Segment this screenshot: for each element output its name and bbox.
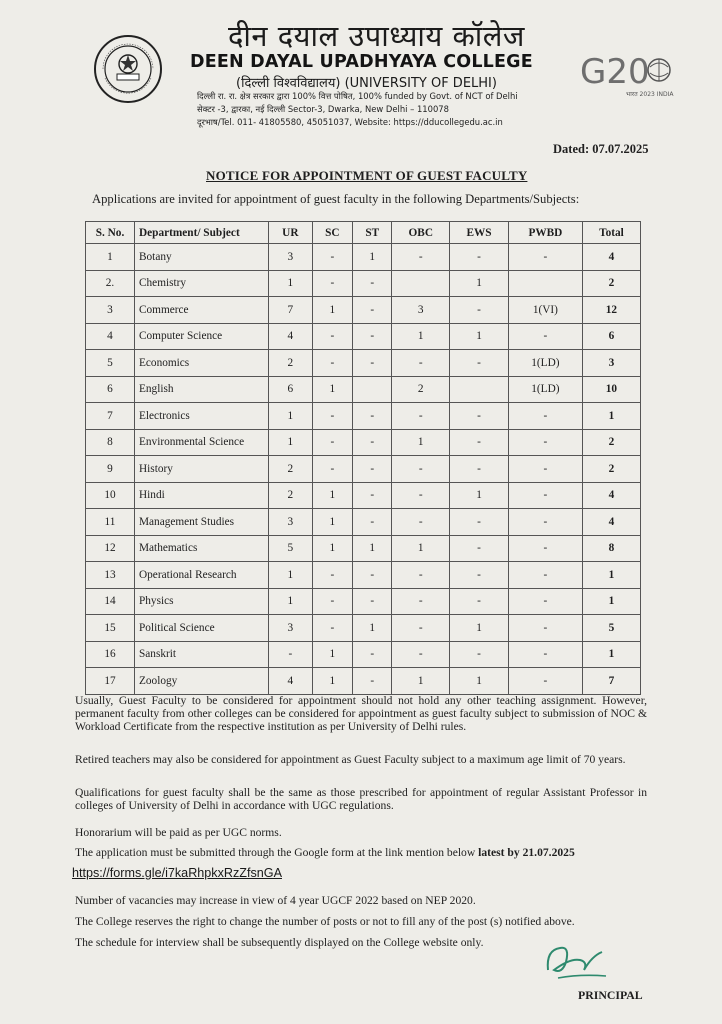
cell-total: 5 xyxy=(582,615,640,642)
cell-sc: - xyxy=(312,323,352,350)
cell-st xyxy=(353,376,392,403)
table-row xyxy=(86,270,641,297)
cell-ur: 2 xyxy=(269,456,313,483)
cell-total: 4 xyxy=(582,482,640,509)
cell-total: 12 xyxy=(582,297,640,324)
cell-sno: 12 xyxy=(86,535,135,562)
cell-sno: 6 xyxy=(86,376,135,403)
cell-obc: - xyxy=(392,509,450,536)
table-row xyxy=(86,535,641,562)
cell-pwbd: 1(LD) xyxy=(508,376,582,403)
cell-obc: - xyxy=(392,244,450,271)
cell-total: 4 xyxy=(582,509,640,536)
cell-st: - xyxy=(353,429,392,456)
cell-sc: 1 xyxy=(312,509,352,536)
cell-ur: 7 xyxy=(269,297,313,324)
cell-obc: - xyxy=(392,403,450,430)
cell-ur: 1 xyxy=(269,429,313,456)
table-row xyxy=(86,244,641,271)
cell-ur: - xyxy=(269,641,313,668)
cell-sc: 1 xyxy=(312,668,352,695)
cell-sno: 7 xyxy=(86,403,135,430)
col-header: SC xyxy=(312,222,352,244)
cell-pwbd: - xyxy=(508,509,582,536)
cell-sno: 1 xyxy=(86,244,135,271)
cell-st: - xyxy=(353,456,392,483)
cell-dept: Chemistry xyxy=(135,270,269,297)
cell-sno: 10 xyxy=(86,482,135,509)
cell-st: - xyxy=(353,588,392,615)
cell-ur: 1 xyxy=(269,588,313,615)
cell-obc: - xyxy=(392,456,450,483)
cell-ews: 1 xyxy=(450,668,509,695)
cell-sc: 1 xyxy=(312,535,352,562)
cell-pwbd: - xyxy=(508,641,582,668)
cell-st: - xyxy=(353,403,392,430)
cell-sno: 3 xyxy=(86,297,135,324)
cell-st: - xyxy=(353,509,392,536)
cell-pwbd: - xyxy=(508,535,582,562)
cell-sno: 14 xyxy=(86,588,135,615)
cell-dept: Political Science xyxy=(135,615,269,642)
table-row xyxy=(86,482,641,509)
cell-pwbd: - xyxy=(508,482,582,509)
cell-dept: Botany xyxy=(135,244,269,271)
cell-pwbd: - xyxy=(508,562,582,589)
col-header: S. No. xyxy=(86,222,135,244)
cell-obc: 1 xyxy=(392,429,450,456)
cell-ur: 2 xyxy=(269,482,313,509)
table-row xyxy=(86,562,641,589)
table-row xyxy=(86,668,641,695)
para-application xyxy=(75,846,647,859)
cell-ur: 3 xyxy=(269,509,313,536)
col-header: ST xyxy=(353,222,392,244)
contact-line: दूरभाष/Tel. 011- 41805580, 45051037, Website: https://dducollegedu.ac.in xyxy=(197,117,503,127)
cell-st: - xyxy=(353,641,392,668)
cell-obc: - xyxy=(392,615,450,642)
cell-total: 1 xyxy=(582,641,640,668)
notice-title: NOTICE FOR APPOINTMENT OF GUEST FACULTY xyxy=(206,168,528,183)
cell-sno: 13 xyxy=(86,562,135,589)
college-name-english: DEEN DAYAL UPADHYAYA COLLEGE xyxy=(190,52,533,72)
cell-total: 2 xyxy=(582,456,640,483)
cell-pwbd: 1(VI) xyxy=(508,297,582,324)
cell-dept: Physics xyxy=(135,588,269,615)
table-row xyxy=(86,509,641,536)
cell-ews: 1 xyxy=(450,323,509,350)
cell-sc: - xyxy=(312,615,352,642)
cell-sc: 1 xyxy=(312,482,352,509)
cell-st: 1 xyxy=(353,615,392,642)
cell-sno: 17 xyxy=(86,668,135,695)
table-body xyxy=(86,244,641,695)
cell-obc: - xyxy=(392,641,450,668)
cell-sc: 1 xyxy=(312,641,352,668)
cell-dept: Management Studies xyxy=(135,509,269,536)
cell-ews: - xyxy=(450,403,509,430)
cell-sno: 4 xyxy=(86,323,135,350)
cell-obc: 2 xyxy=(392,376,450,403)
para-schedule: The schedule for interview shall be subsequently displayed on the College website only. xyxy=(75,936,484,949)
cell-ur: 3 xyxy=(269,615,313,642)
table-row xyxy=(86,641,641,668)
cell-dept: Computer Science xyxy=(135,323,269,350)
cell-obc: - xyxy=(392,588,450,615)
cell-ews: - xyxy=(450,350,509,377)
para-retired: Retired teachers may also be considered for appointment as Guest Faculty subject to a maximum age limit of 70 years. xyxy=(75,753,626,766)
cell-dept: Operational Research xyxy=(135,562,269,589)
table-row xyxy=(86,323,641,350)
table-header-row xyxy=(86,222,641,244)
address-line: सेक्टर -3, द्वारका, नई दिल्ली Sector-3, Dwarka, New Delhi – 110078 xyxy=(197,104,449,114)
cell-ews: - xyxy=(450,429,509,456)
cell-ews: 1 xyxy=(450,482,509,509)
cell-st: - xyxy=(353,297,392,324)
cell-sc: - xyxy=(312,429,352,456)
application-deadline: latest by 21.07.2025 xyxy=(478,846,575,859)
g20-text: G20 xyxy=(580,52,650,92)
cell-ur: 1 xyxy=(269,270,313,297)
col-header: EWS xyxy=(450,222,509,244)
cell-sc: - xyxy=(312,562,352,589)
cell-pwbd: - xyxy=(508,403,582,430)
table-row xyxy=(86,456,641,483)
cell-sno: 15 xyxy=(86,615,135,642)
cell-obc: 3 xyxy=(392,297,450,324)
cell-dept: Mathematics xyxy=(135,535,269,562)
cell-sc: - xyxy=(312,403,352,430)
cell-st: - xyxy=(353,668,392,695)
para-qualifications: Qualifications for guest faculty shall be the same as those prescribed for appointment of regular Assistant Professor in colleges of University of Delhi in accordance with UGC regulations. xyxy=(75,786,647,812)
cell-obc: - xyxy=(392,350,450,377)
cell-total: 1 xyxy=(582,562,640,589)
cell-ews: - xyxy=(450,297,509,324)
cell-total: 3 xyxy=(582,350,640,377)
cell-ews: - xyxy=(450,456,509,483)
cell-dept: Commerce xyxy=(135,297,269,324)
cell-st: 1 xyxy=(353,535,392,562)
table-row xyxy=(86,588,641,615)
cell-pwbd: - xyxy=(508,244,582,271)
para-rights: The College reserves the right to change the number of posts or not to fill any of the post (s) notified above. xyxy=(75,915,575,928)
cell-pwbd: - xyxy=(508,668,582,695)
g20-logo xyxy=(580,47,680,99)
cell-st: - xyxy=(353,350,392,377)
cell-total: 1 xyxy=(582,588,640,615)
funding-line: दिल्ली रा. रा. क्षेत्र सरकार द्वारा 100% वित्त पोषित, 100% funded by Govt. of NCT of Delhi xyxy=(197,91,518,101)
table-row xyxy=(86,615,641,642)
cell-pwbd: - xyxy=(508,429,582,456)
cell-sno: 11 xyxy=(86,509,135,536)
cell-total: 6 xyxy=(582,323,640,350)
cell-obc: - xyxy=(392,482,450,509)
cell-pwbd xyxy=(508,270,582,297)
cell-total: 8 xyxy=(582,535,640,562)
cell-pwbd: 1(LD) xyxy=(508,350,582,377)
intro-text: Applications are invited for appointment of guest faculty in the following Departments/Subjects: xyxy=(92,192,580,206)
cell-ur: 3 xyxy=(269,244,313,271)
cell-dept: Electronics xyxy=(135,403,269,430)
cell-sc: - xyxy=(312,270,352,297)
table-row xyxy=(86,350,641,377)
cell-sno: 9 xyxy=(86,456,135,483)
cell-sc: - xyxy=(312,588,352,615)
cell-sno: 16 xyxy=(86,641,135,668)
application-text: The application must be submitted through the Google form at the link mention below xyxy=(75,846,479,859)
notice-date: Dated: 07.07.2025 xyxy=(553,142,649,156)
cell-ews: - xyxy=(450,562,509,589)
table-row xyxy=(86,403,641,430)
cell-total: 10 xyxy=(582,376,640,403)
cell-ews xyxy=(450,376,509,403)
g20-subtitle: भारत 2023 INDIA xyxy=(626,91,674,98)
cell-pwbd: - xyxy=(508,588,582,615)
cell-ur: 6 xyxy=(269,376,313,403)
col-header: OBC xyxy=(392,222,450,244)
cell-dept: Economics xyxy=(135,350,269,377)
para-eligibility: Usually, Guest Faculty to be considered for appointment should not hold any other teaching assignment. However, permanent faculty from other colleges can be considered for appointment as guest faculty subject to submission of NOC & Workload Certificate from the respective institution as per University of Delhi rules. xyxy=(75,694,647,733)
cell-st: - xyxy=(353,482,392,509)
college-name-hindi: दीन दयाल उपाध्याय कॉलेज xyxy=(228,19,525,53)
signatory-title: PRINCIPAL xyxy=(578,988,643,1002)
cell-total: 2 xyxy=(582,429,640,456)
cell-dept: Hindi xyxy=(135,482,269,509)
cell-pwbd: - xyxy=(508,456,582,483)
cell-ews: 1 xyxy=(450,270,509,297)
cell-sno: 5 xyxy=(86,350,135,377)
principal-signature xyxy=(540,940,610,986)
cell-ur: 1 xyxy=(269,403,313,430)
cell-total: 7 xyxy=(582,668,640,695)
cell-ews: - xyxy=(450,535,509,562)
col-header: Department/ Subject xyxy=(135,222,269,244)
table-row xyxy=(86,429,641,456)
table-row xyxy=(86,297,641,324)
cell-sno: 2. xyxy=(86,270,135,297)
cell-obc: 1 xyxy=(392,535,450,562)
google-form-link[interactable]: https://forms.gle/i7kaRhpkxRzZfsnGA xyxy=(72,866,282,880)
cell-pwbd: - xyxy=(508,323,582,350)
table-row xyxy=(86,376,641,403)
cell-total: 1 xyxy=(582,403,640,430)
cell-ews: - xyxy=(450,244,509,271)
cell-obc xyxy=(392,270,450,297)
cell-total: 2 xyxy=(582,270,640,297)
cell-st: - xyxy=(353,270,392,297)
para-vacancies: Number of vacancies may increase in view of 4 year UGCF 2022 based on NEP 2020. xyxy=(75,894,476,907)
cell-ur: 5 xyxy=(269,535,313,562)
cell-ur: 4 xyxy=(269,668,313,695)
cell-ur: 2 xyxy=(269,350,313,377)
cell-ews: - xyxy=(450,509,509,536)
cell-dept: Zoology xyxy=(135,668,269,695)
para-honorarium: Honorarium will be paid as per UGC norms. xyxy=(75,826,282,839)
cell-pwbd: - xyxy=(508,615,582,642)
cell-ews: - xyxy=(450,588,509,615)
cell-ews: - xyxy=(450,641,509,668)
cell-ur: 1 xyxy=(269,562,313,589)
cell-sc: 1 xyxy=(312,297,352,324)
cell-dept: History xyxy=(135,456,269,483)
cell-dept: Environmental Science xyxy=(135,429,269,456)
vacancy-table xyxy=(85,221,641,695)
col-header: UR xyxy=(269,222,313,244)
cell-dept: Sanskrit xyxy=(135,641,269,668)
cell-obc: - xyxy=(392,562,450,589)
cell-total: 4 xyxy=(582,244,640,271)
cell-ur: 4 xyxy=(269,323,313,350)
cell-obc: 1 xyxy=(392,323,450,350)
cell-sc: - xyxy=(312,244,352,271)
cell-sc: - xyxy=(312,456,352,483)
cell-obc: 1 xyxy=(392,668,450,695)
cell-st: 1 xyxy=(353,244,392,271)
university-name: (दिल्ली विश्वविद्यालय) (UNIVERSITY OF DELHI) xyxy=(236,76,497,91)
cell-ews: 1 xyxy=(450,615,509,642)
cell-st: - xyxy=(353,562,392,589)
cell-sno: 8 xyxy=(86,429,135,456)
cell-st: - xyxy=(353,323,392,350)
col-header: PWBD xyxy=(508,222,582,244)
college-seal-logo xyxy=(93,34,163,104)
cell-sc: - xyxy=(312,350,352,377)
cell-sc: 1 xyxy=(312,376,352,403)
cell-dept: English xyxy=(135,376,269,403)
col-header: Total xyxy=(582,222,640,244)
